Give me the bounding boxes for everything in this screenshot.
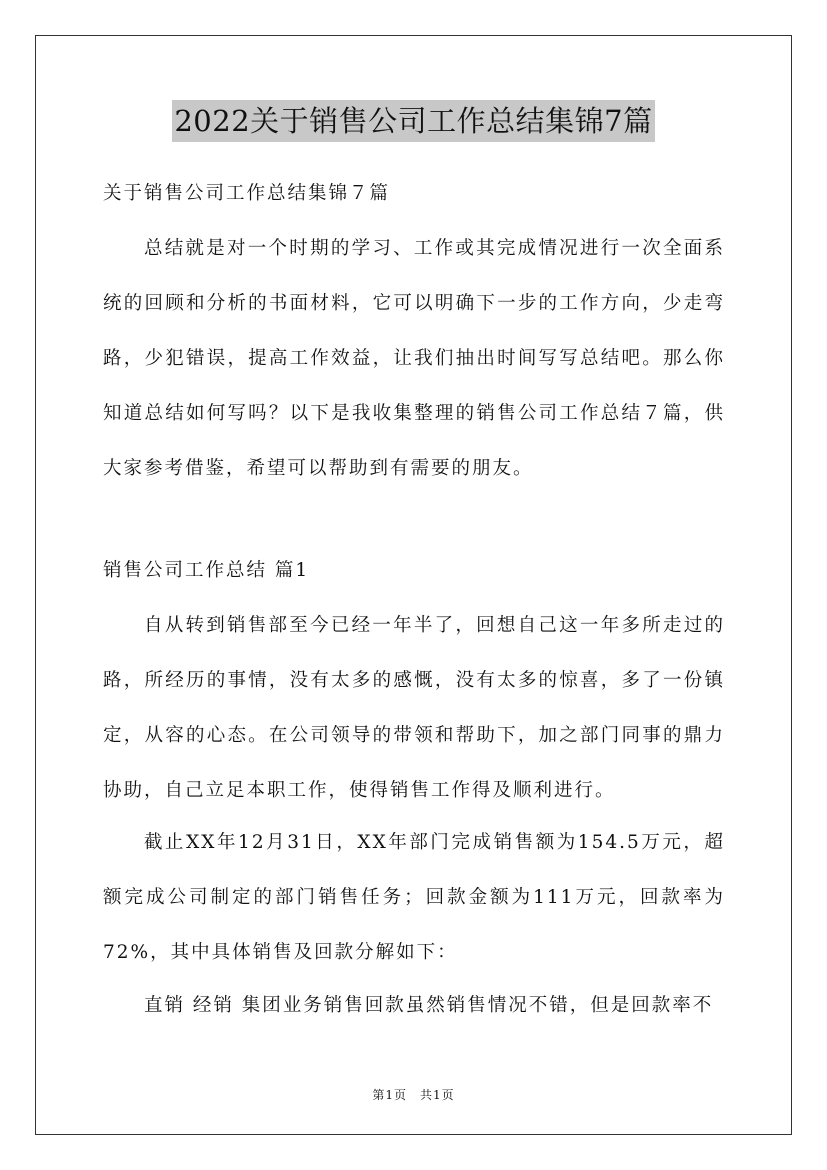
title-container xyxy=(0,100,827,142)
section-heading: 销售公司工作总结 篇1 xyxy=(103,560,310,581)
intro-paragraph: 总结就是对一个时期的学习、工作或其完成情况进行一次全面系统的回顾和分析的书面材料，它可以明确下一步的工作方向，少走弯路，少犯错误，提高工作效益，让我们抽出时间写写总结吧。那么你知道总结如何写吗？以下是我收集整理的销售公司工作总结７篇，供大家参考借鉴，希望可以帮助到有需要的朋友。 xyxy=(103,238,725,479)
body-paragraph-2: 截止XX年12月31日，XX年部门完成销售额为154.5万元，超额完成公司制定的部门销售任务；回款金额为111万元，回款率为72%，其中具体销售及回款分解如下： xyxy=(103,832,725,963)
document-subtitle: 关于销售公司工作总结集锦７篇 xyxy=(103,183,391,204)
body-paragraph-1: 自从转到销售部至今已经一年半了，回想自己这一年多所走过的路，所经历的事情，没有太多的感慨，没有太多的惊喜，多了一份镇定，从容的心态。在公司领导的带领和帮助下，加之部门同事的鼎力协助，自己立足本职工作，使得销售工作得及顺利进行。 xyxy=(103,615,725,801)
body-paragraph-3: 直销 经销 集团业务销售回款虽然销售情况不错，但是回款率不 xyxy=(144,995,714,1016)
page-footer: 第1页 共1页 xyxy=(372,1088,455,1102)
document-title: 2022关于销售公司工作总结集锦7篇 xyxy=(172,100,654,142)
